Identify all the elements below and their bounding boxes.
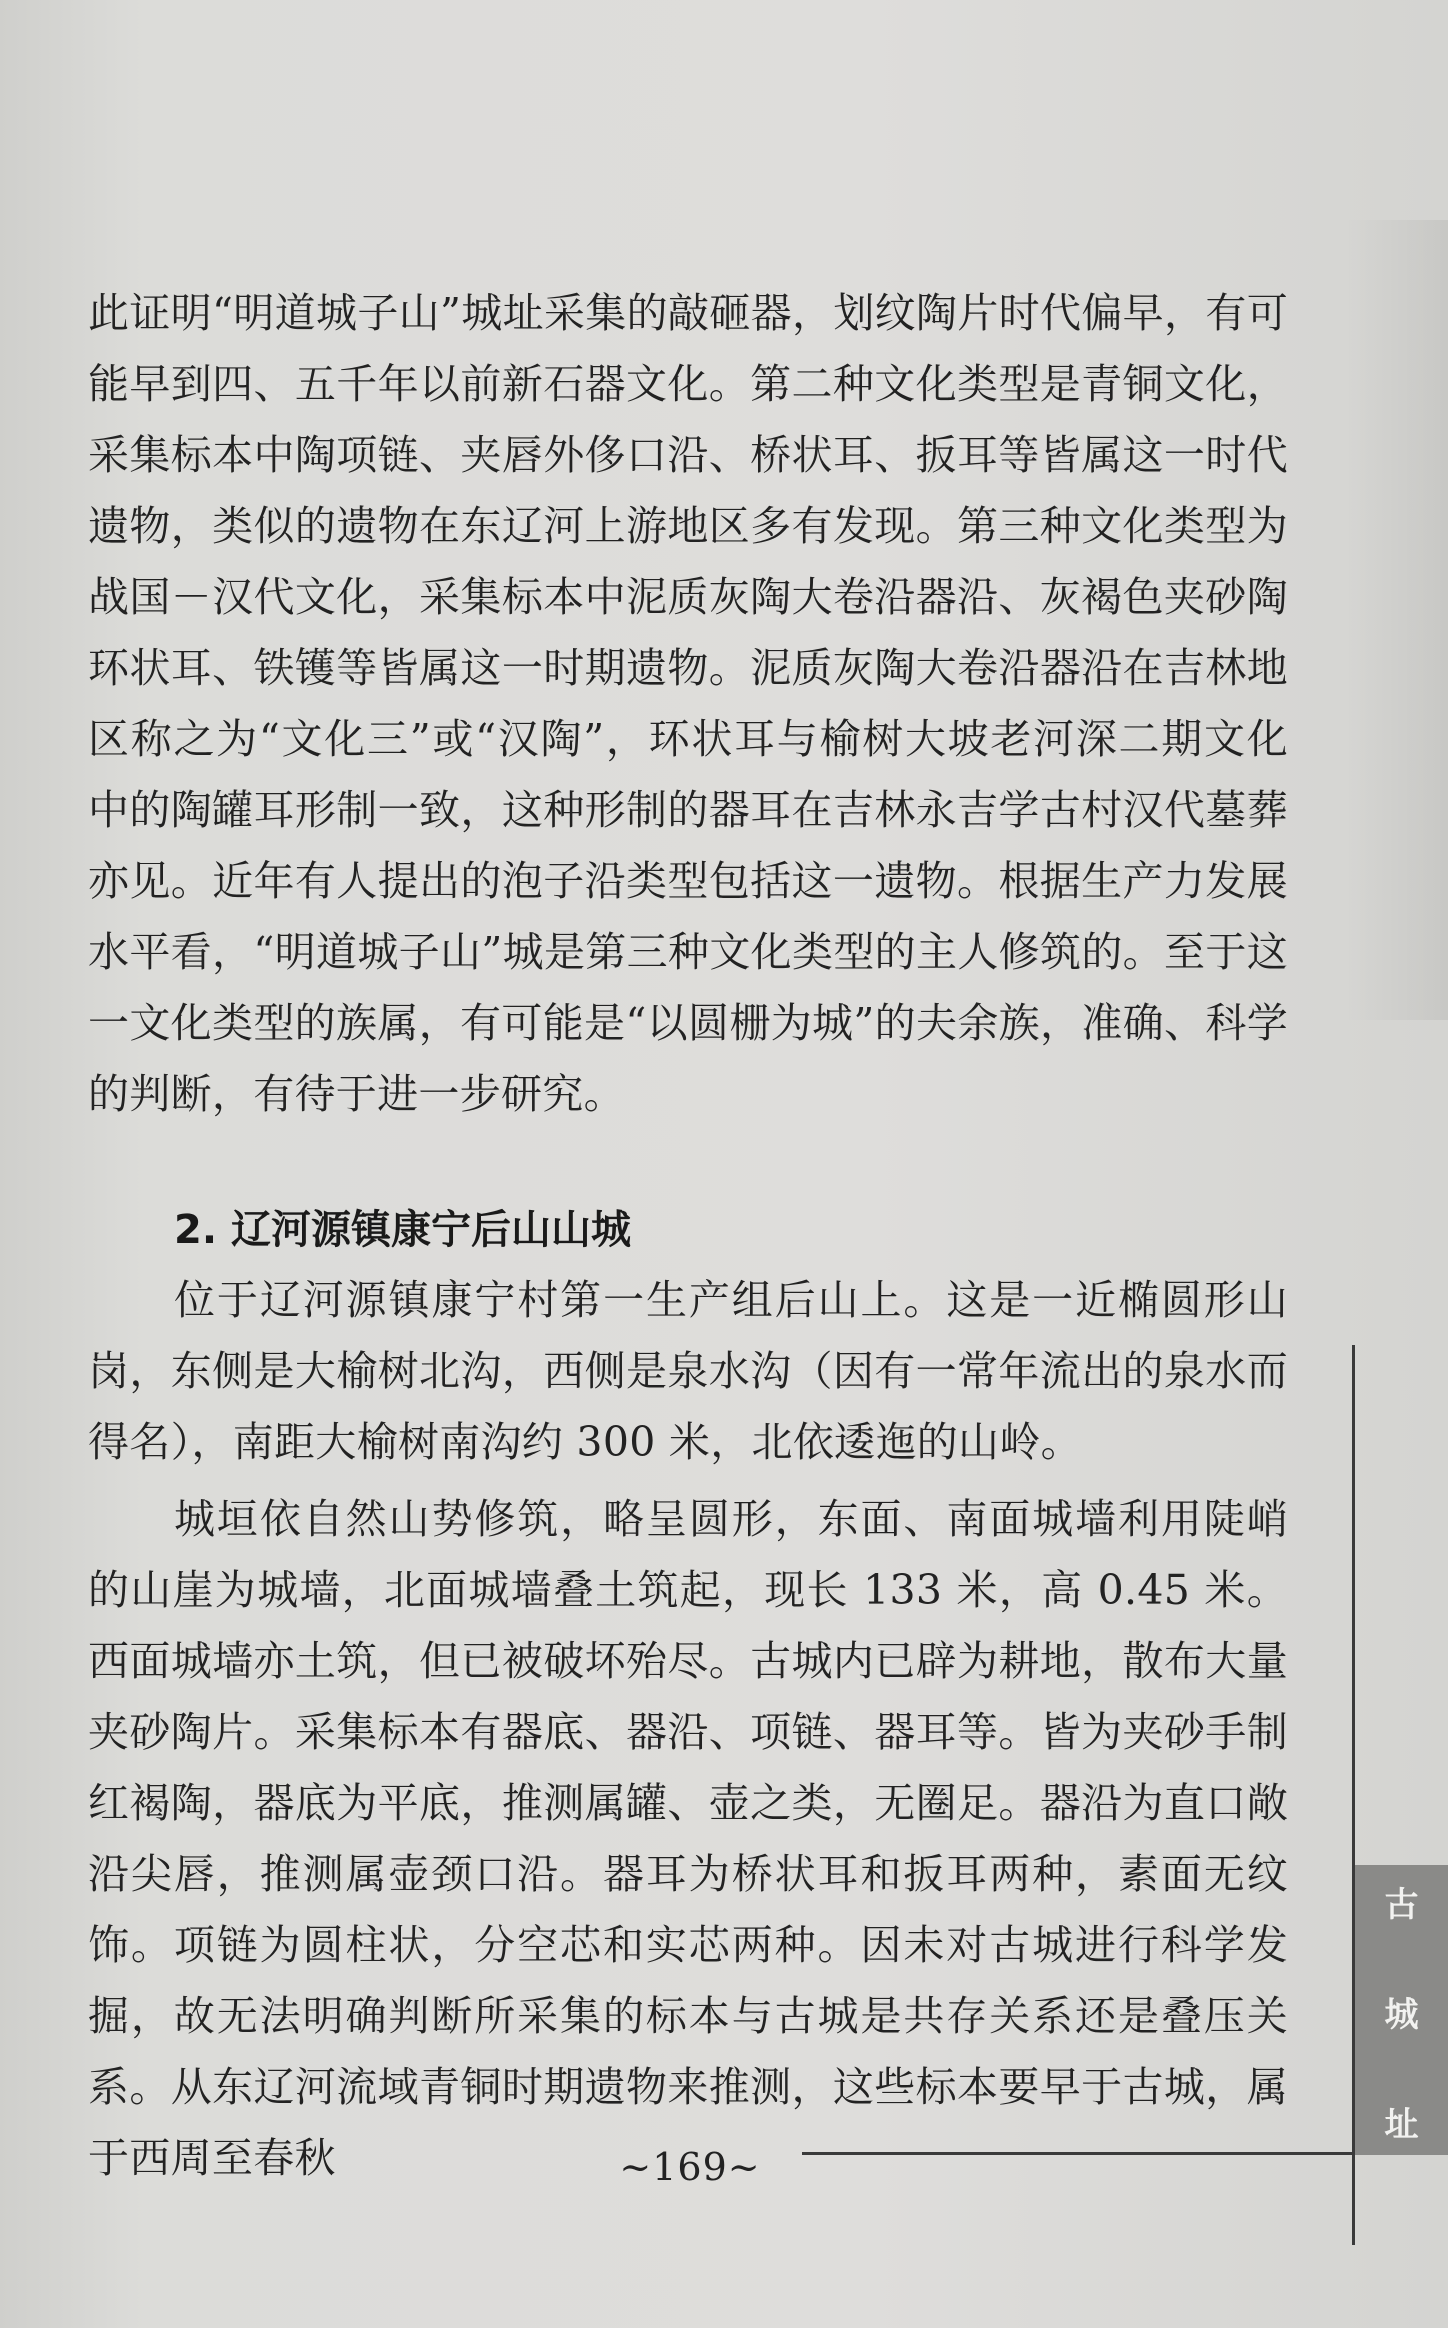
body-text — [88, 278, 1288, 2194]
page-number: ~169~ — [619, 2145, 761, 2189]
paragraph-1: 此证明“明道城子山”城址采集的敲砸器，划纹陶片时代偏早，有可能早到四、五千年以前新石器文化。第二种文化类型是青铜文化，采集标本中陶项链、夹唇外侈口沿、桥状耳、扳耳等皆属这一时代遗物，类似的遗物在东辽河上游地区多有发现。第三种文化类型为战国－汉代文化，采集标本中泥质灰陶大卷沿器沿、灰褐色夹砂陶环状耳、铁镬等皆属这一时期遗物。泥质灰陶大卷沿器沿在吉林地区称之为“文化三”或“汉陶”，环状耳与榆树大坡老河深二期文化中的陶罐耳形制一致，这种形制的器耳在吉林永吉学古村汉代墓葬亦见。近年有人提出的泡子沿类型包括这一遗物。根据生产力发展水平看，“明道城子山”城是第三种文化类型的主人修筑的。至于这一文化类型的族属，有可能是“以圆栅为城”的夫余族，准确、科学的判断，有待于进一步研究。 — [88, 289, 1288, 1118]
paragraph-2: 位于辽河源镇康宁村第一生产组后山上。这是一近椭圆形山岗，东侧是大榆树北沟，西侧是泉水沟（因有一常年流出的泉水而得名），南距大榆树南沟约 300 米，北依逶迤的山岭。 — [88, 1276, 1288, 1466]
section-heading: 2. 辽河源镇康宁后山山城 — [174, 1207, 631, 1253]
side-tab-char-3: 址 — [1384, 2105, 1419, 2145]
edge-shadow — [1345, 220, 1448, 1020]
side-tab-char-2: 城 — [1384, 1995, 1419, 2035]
paragraph-3: 城垣依自然山势修筑，略呈圆形，东面、南面城墙利用陡峭的山崖为城墙，北面城墙叠土筑起，现长 133 米，高 0.45 米。西面城墙亦土筑，但已被破坏殆尽。古城内已辟为耕地，散布大量夹砂陶片。采集标本有器底、器沿、项链、器耳等。皆为夹砂手制红褐陶，器底为平底，推测属罐、壶之类，无圈足。器沿为直口敞沿尖唇，推测属壶颈口沿。器耳为桥状耳和扳耳两种，素面无纹饰。项链为圆柱状，分空芯和实芯两种。因未对古城进行科学发掘，故无法明确判断所采集的标本与古城是共存关系还是叠压关系。从东辽河流域青铜时期遗物来推测，这些标本要早于古城，属于西周至春秋 — [88, 1495, 1288, 2182]
side-tab-char-1: 古 — [1384, 1885, 1419, 1925]
